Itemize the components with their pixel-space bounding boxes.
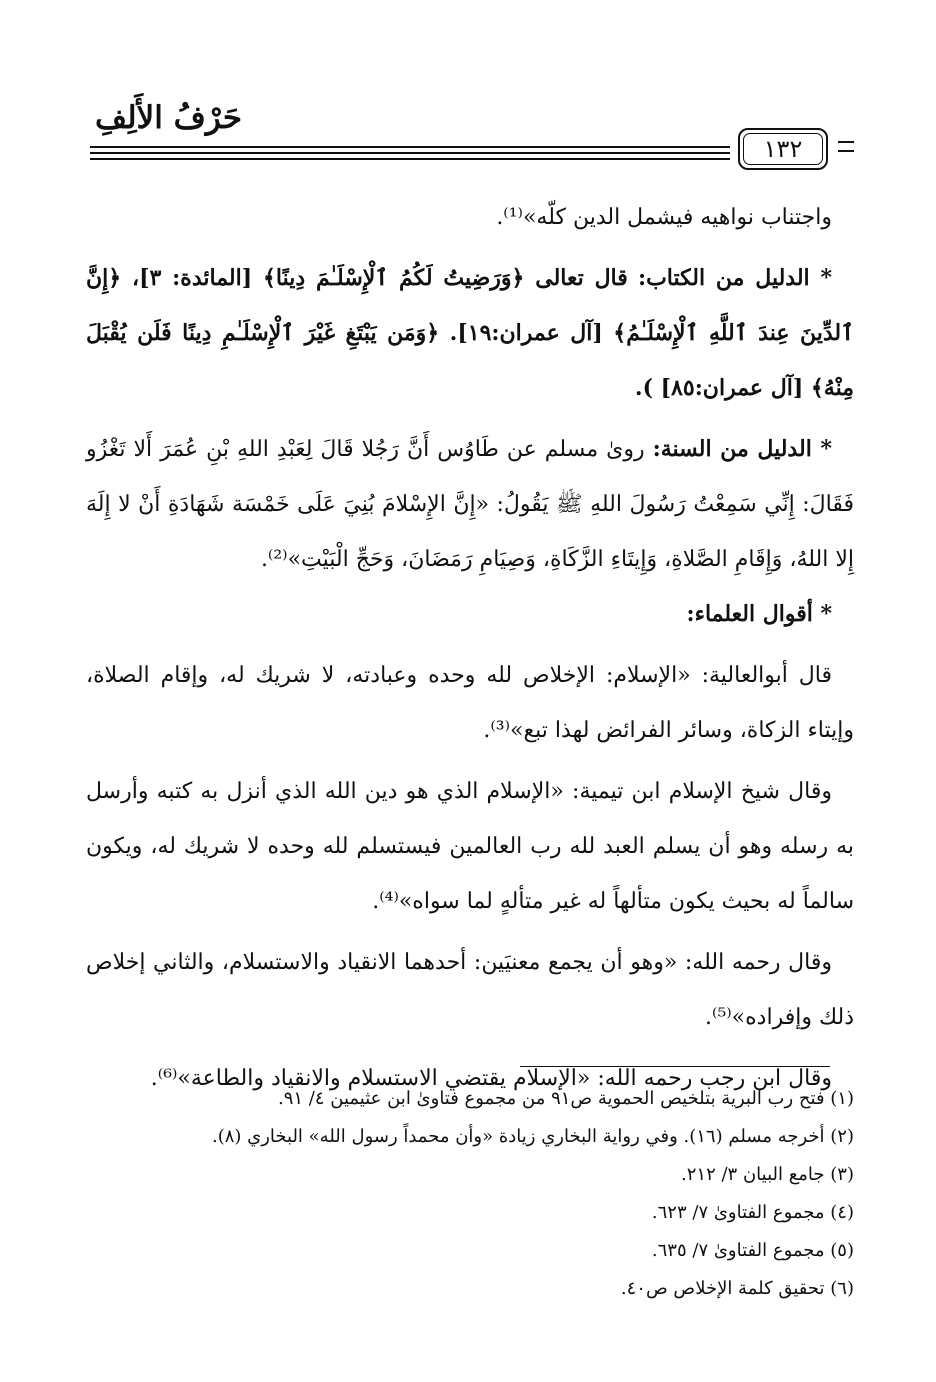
- main-text: [86, 190, 854, 1106]
- paragraph: وقال شيخ الإسلام ابن تيمية: «الإسلام الذي هو دين الله الذي أنزل به كتبه وأرسل به رسله وهو أن يسلم العبد لله رب العالمين فيستسلم لله وحده لا شريك له، ويكون سالماً له بحيث يكون متألهاً له غير متألهٍ لما سواه»⁽⁴⁾.: [86, 779, 854, 914]
- footnote-separator: [520, 1066, 830, 1067]
- header-rule: [90, 146, 730, 148]
- section-label: * الدليل من السنة:: [652, 436, 832, 462]
- section-label: * الدليل من الكتاب:: [637, 265, 832, 291]
- paragraph: قال أبوالعالية: «الإسلام: الإخلاص لله وحده وعبادته، لا شريك له، وإقام الصلاة، وإيتاء الزكاة، وسائر الفرائض لهذا تبع»⁽³⁾.: [86, 663, 854, 743]
- header-rule: [90, 152, 730, 154]
- paragraph-quran-evidence: [86, 251, 854, 416]
- paragraph: واجتناب نواهيه فيشمل الدين كلّه»⁽¹⁾.: [496, 205, 832, 230]
- footnote: (٤) مجموع الفتاوىٰ ٧/ ٦٢٣.: [651, 1202, 854, 1223]
- page-number-box: [738, 128, 828, 170]
- section-heading: * أقوال العلماء:: [686, 601, 832, 627]
- header-ornament: [838, 141, 854, 143]
- paragraph: وقال ابن رجب رحمه الله: «الإسلام يقتضي الاستسلام والانقياد والطاعة»⁽⁶⁾.: [150, 1066, 832, 1091]
- footnote: (٣) جامع البيان ٣/ ٢١٢.: [681, 1164, 854, 1185]
- paragraph-text: روىٰ مسلم عن طَاوُس أَنَّ رَجُلا قَالَ لِعَبْدِ اللهِ بْنِ عُمَرَ أَلا تَغْزُو فَقَالَ: إِنِّي سَمِعْتُ رَسُولَ اللهِ ﷺ يَقُولُ: «إِنَّ الإِسْلامَ بُنِيَ عَلَى خَمْسَة شَهَادَةِ أَنْ لا إِلَهَ إِلا اللهُ، وَإِقَامِ الصَّلاةِ، وَإِيتَاءِ الزَّكَاةِ، وَصِيَامِ رَمَضَانَ، وَحَجِّ الْبَيْتِ»⁽²⁾.: [86, 437, 854, 572]
- running-title: حَرْفُ الأَلِفِ: [95, 100, 243, 136]
- footnote: (٥) مجموع الفتاوىٰ ٧/ ٦٣٥.: [651, 1240, 854, 1261]
- header-rule: [90, 158, 730, 160]
- footnote: (٦) تحقيق كلمة الإخلاص ص٤٠.: [620, 1278, 854, 1299]
- page-number: ١٣٢: [743, 133, 823, 165]
- footnotes: [86, 1080, 854, 1308]
- paragraph-text: قال تعالى ﴿وَرَضِيتُ لَكُمُ ٱلْإِسْلَـٰمَ دِينًا﴾ [المائدة: ٣]، ﴿إِنَّ ٱلدِّينَ عِندَ ٱللَّهِ ٱلْإِسْلَـٰمُ﴾ [آل عمران:١٩]. ﴿وَمَن يَبْتَغِ غَيْرَ ٱلْإِسْلَـٰمِ دِينًا فَلَن يُقْبَلَ مِنْهُ﴾ [آل عمران:٨٥] ).: [86, 265, 854, 401]
- header-ornament: [838, 150, 854, 152]
- paragraph: وقال رحمه الله: «وهو أن يجمع معنيَين: أحدهما الانقياد والاستسلام، والثاني إخلاص ذلك وإفراده»⁽⁵⁾.: [86, 950, 854, 1030]
- paragraph-sunnah-evidence: [86, 422, 854, 587]
- footnote: (١) فتح رب البرية بتلخيص الحموية ص٩١ من مجموع فتاوىٰ ابن عثيمين ٤/ ٩١.: [277, 1088, 854, 1109]
- footnote: (٢) أخرجه مسلم (١٦). وفي رواية البخاري زيادة «وأن محمداً رسول الله» البخاري (٨).: [211, 1126, 854, 1147]
